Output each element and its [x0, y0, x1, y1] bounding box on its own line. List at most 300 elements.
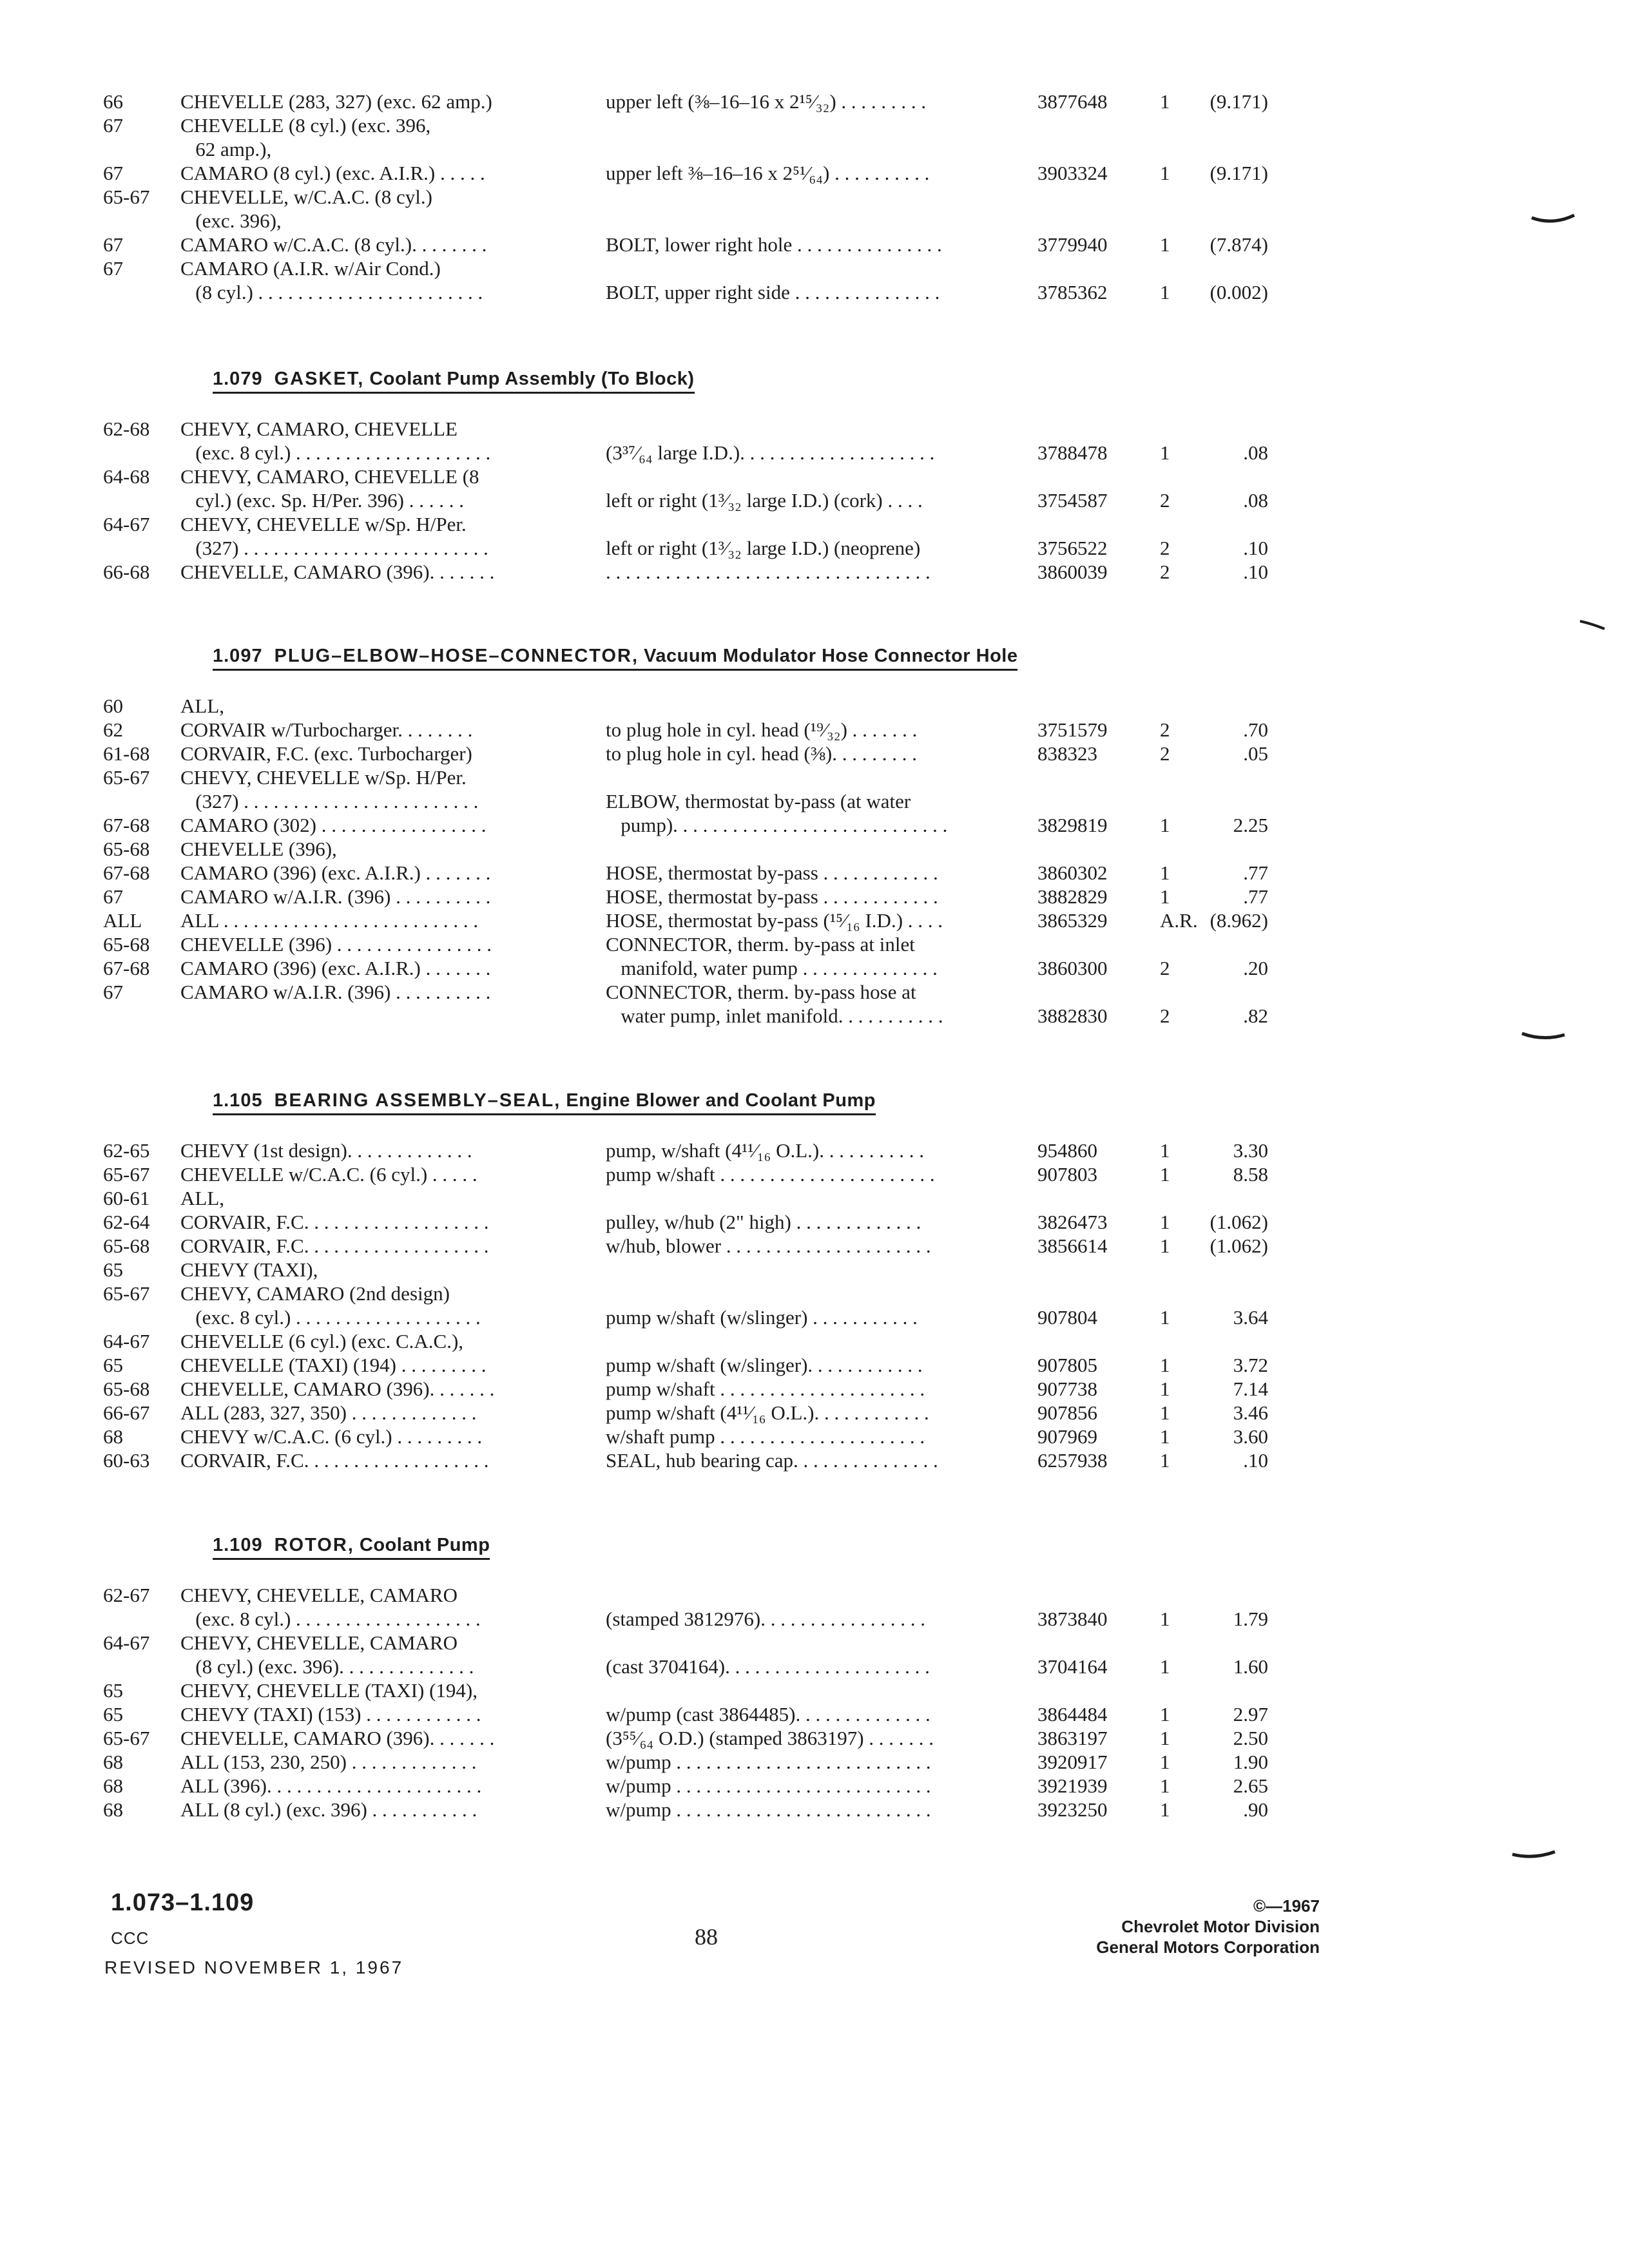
model-application: (exc. 8 cyl.) . . . . . . . . . . . . . . . . . . . . — [180, 441, 491, 464]
section-title: GASKET, — [274, 369, 365, 389]
part-number: 3860300 — [1037, 957, 1108, 979]
model-year: 64-67 — [103, 1631, 150, 1654]
parts-row — [103, 718, 1295, 742]
part-description: CONNECTOR, therm. by-pass hose at — [606, 981, 916, 1003]
division-name: Chevrolet Motor Division — [1121, 1917, 1320, 1936]
parts-row — [103, 418, 1295, 441]
quantity: 1 — [1160, 1449, 1170, 1472]
quantity: 1 — [1160, 1751, 1170, 1773]
parts-row — [103, 1378, 1295, 1401]
model-application: CORVAIR w/Turbocharger. . . . . . . . — [180, 718, 473, 741]
model-year: 62-67 — [103, 1584, 150, 1606]
model-application: ALL . . . . . . . . . . . . . . . . . . . . . . . . . . — [180, 909, 479, 932]
quantity: 2 — [1160, 1004, 1170, 1027]
parts-row — [103, 1798, 1295, 1822]
model-year: 65-67 — [103, 186, 150, 208]
model-application: CORVAIR, F.C. . . . . . . . . . . . . . . . . . . — [180, 1449, 489, 1472]
part-description: upper left ⅜–16–16 x 2⁵¹⁄₆₄) . . . . . . . . . . — [606, 162, 930, 184]
part-description: (cast 3704164). . . . . . . . . . . . . . . . . . . . . — [606, 1655, 930, 1678]
parts-row — [103, 489, 1295, 513]
parts-row — [103, 281, 1295, 305]
price: 3.72 — [1233, 1354, 1268, 1376]
quantity: 1 — [1160, 1163, 1170, 1186]
part-description: BOLT, lower right hole . . . . . . . . . . . . . . . — [606, 233, 942, 256]
quantity: 1 — [1160, 441, 1170, 464]
price: (0.002) — [1210, 281, 1268, 303]
model-application: CHEVELLE (6 cyl.) (exc. C.A.C.), — [180, 1330, 464, 1352]
parts-row — [103, 814, 1295, 838]
part-number: 3860302 — [1037, 861, 1108, 884]
price: (9.171) — [1210, 90, 1268, 113]
model-application: CAMARO w/C.A.C. (8 cyl.). . . . . . . . — [180, 233, 487, 256]
part-description: pump, w/shaft (4¹¹⁄₁₆ O.L.). . . . . . . . . . . — [606, 1139, 924, 1162]
price: .82 — [1243, 1004, 1268, 1027]
section-number: 1.079 — [213, 369, 263, 389]
parts-row — [103, 513, 1295, 537]
quantity: 1 — [1160, 1211, 1170, 1233]
quantity: 2 — [1160, 957, 1170, 979]
parts-row — [103, 695, 1295, 718]
model-application: CHEVELLE, CAMARO (396). . . . . . . — [180, 1727, 495, 1749]
price: .20 — [1243, 957, 1268, 979]
model-year: 62-68 — [103, 418, 150, 440]
model-application: CAMARO (A.I.R. w/Air Cond.) — [180, 257, 441, 280]
model-year: 67 — [103, 885, 123, 908]
model-year: 61-68 — [103, 742, 150, 765]
quantity: 1 — [1160, 162, 1170, 184]
part-number: 3882829 — [1037, 885, 1108, 908]
model-application: CHEVY, CHEVELLE w/Sp. H/Per. — [180, 513, 467, 535]
parts-row — [103, 933, 1295, 957]
part-description: HOSE, thermostat by-pass . . . . . . . . . . . . — [606, 861, 938, 884]
part-description: (3³⁷⁄₆₄ large I.D.). . . . . . . . . . . . . . . . . . . . — [606, 441, 935, 464]
section-number: 1.105 — [213, 1090, 263, 1111]
price: 1.60 — [1233, 1655, 1268, 1678]
parts-row — [103, 561, 1295, 584]
parts-row — [103, 885, 1295, 909]
price: 2.65 — [1233, 1774, 1268, 1797]
section-title: PLUG–ELBOW–HOSE–CONNECTOR, — [274, 646, 639, 666]
model-application: CHEVY (1st design). . . . . . . . . . . . . — [180, 1139, 472, 1162]
part-description: pump w/shaft . . . . . . . . . . . . . . . . . . . . . — [606, 1378, 925, 1400]
model-application: CORVAIR, F.C. . . . . . . . . . . . . . . . . . . — [180, 1211, 489, 1233]
page-number: 88 — [695, 1924, 718, 1950]
price: .10 — [1243, 537, 1268, 559]
quantity: 1 — [1160, 1608, 1170, 1630]
price: .10 — [1243, 1449, 1268, 1472]
parts-row — [103, 790, 1295, 814]
binding-mark — [1511, 1849, 1556, 1862]
model-application: (exc. 8 cyl.) . . . . . . . . . . . . . . . . . . . — [180, 1608, 481, 1630]
part-description: w/pump . . . . . . . . . . . . . . . . . . . . . . . . . . — [606, 1751, 931, 1773]
price: .77 — [1243, 885, 1268, 908]
footer-copyright-block — [1096, 1896, 1320, 1957]
parts-row — [103, 162, 1295, 186]
part-number: 3779940 — [1037, 233, 1108, 256]
model-application: ALL, — [180, 695, 225, 717]
parts-row — [103, 1354, 1295, 1378]
part-number: 3877648 — [1037, 90, 1108, 113]
model-year: 67-68 — [103, 957, 150, 979]
model-application: CHEVELLE (283, 327) (exc. 62 amp.) — [180, 90, 492, 113]
parts-row — [103, 1608, 1295, 1631]
parts-row — [103, 838, 1295, 861]
part-number: 3873840 — [1037, 1608, 1108, 1630]
price: .05 — [1243, 742, 1268, 765]
part-description: pump). . . . . . . . . . . . . . . . . . . . . . . . . . . . — [606, 814, 948, 836]
quantity: 1 — [1160, 1378, 1170, 1400]
quantity: 1 — [1160, 1425, 1170, 1448]
part-description: water pump, inlet manifold. . . . . . . . . . . — [606, 1004, 943, 1027]
parts-row — [103, 1584, 1295, 1608]
quantity: 1 — [1160, 885, 1170, 908]
part-description: CONNECTOR, therm. by-pass at inlet — [606, 933, 915, 956]
parts-row — [103, 1727, 1295, 1751]
model-year: 66-68 — [103, 561, 150, 583]
parts-row — [103, 1282, 1295, 1306]
model-application: CHEVY, CAMARO, CHEVELLE — [180, 418, 458, 440]
model-year: 65-68 — [103, 838, 150, 860]
price: 3.30 — [1233, 1139, 1268, 1162]
price: 1.79 — [1233, 1608, 1268, 1630]
parts-row — [103, 441, 1295, 465]
part-description: left or right (1³⁄₃₂ large I.D.) (neoprene) — [606, 537, 921, 559]
quantity: 1 — [1160, 90, 1170, 113]
quantity: 2 — [1160, 537, 1170, 559]
section-number: 1.109 — [213, 1535, 263, 1555]
parts-row — [103, 138, 1295, 162]
parts-row — [103, 1004, 1295, 1028]
model-application: CHEVY, CAMARO (2nd design) — [180, 1282, 450, 1305]
model-year: 65 — [103, 1258, 123, 1281]
part-description: to plug hole in cyl. head (⅜). . . . . . . . . — [606, 742, 917, 765]
parts-row — [103, 1679, 1295, 1703]
parts-row — [103, 957, 1295, 981]
part-description: ELBOW, thermostat by-pass (at water — [606, 790, 911, 812]
quantity: 1 — [1160, 1727, 1170, 1749]
part-number: 3865329 — [1037, 909, 1108, 932]
model-year: 60 — [103, 695, 123, 717]
part-description: w/shaft pump . . . . . . . . . . . . . . . . . . . . . — [606, 1425, 925, 1448]
price: .77 — [1243, 861, 1268, 884]
quantity: 1 — [1160, 1703, 1170, 1725]
model-application: ALL (8 cyl.) (exc. 396) . . . . . . . . . . . — [180, 1798, 477, 1821]
parts-row — [103, 537, 1295, 561]
part-number: 3826473 — [1037, 1211, 1108, 1233]
section-subtitle: Coolant Pump Assembly (To Block) — [369, 369, 695, 389]
model-application: ALL (153, 230, 250) . . . . . . . . . . . . . — [180, 1751, 477, 1773]
parts-row — [103, 1187, 1295, 1211]
part-description: pump w/shaft (w/slinger) . . . . . . . . . . . — [606, 1306, 918, 1329]
part-number: 907969 — [1037, 1425, 1097, 1448]
heading-underline — [213, 646, 1017, 671]
parts-row — [103, 465, 1295, 489]
model-application: CHEVELLE, CAMARO (396). . . . . . . — [180, 1378, 495, 1400]
part-description: w/pump . . . . . . . . . . . . . . . . . . . . . . . . . . — [606, 1798, 931, 1821]
model-year: 65-67 — [103, 1163, 150, 1186]
model-application: CHEVY (TAXI) (153) . . . . . . . . . . . . — [180, 1703, 481, 1725]
part-description: w/pump (cast 3864485). . . . . . . . . . . . . . — [606, 1703, 930, 1725]
model-year: 62-65 — [103, 1139, 150, 1162]
part-number: 6257938 — [1037, 1449, 1108, 1472]
model-application: CHEVY, CHEVELLE, CAMARO — [180, 1631, 458, 1654]
model-year: 62 — [103, 718, 123, 741]
price: .90 — [1243, 1798, 1268, 1821]
section-number: 1.097 — [213, 646, 263, 666]
part-description: manifold, water pump . . . . . . . . . . . . . . — [606, 957, 938, 979]
model-application: CHEVY, CHEVELLE, CAMARO — [180, 1584, 458, 1606]
part-number: 3829819 — [1037, 814, 1108, 836]
quantity: A.R. — [1160, 909, 1198, 932]
section-heading — [213, 644, 1295, 680]
section-1105-bearing-assembly-seal — [103, 1089, 1295, 1473]
model-application: CAMARO (396) (exc. A.I.R.) . . . . . . . — [180, 861, 491, 884]
price: (8.962) — [1210, 909, 1268, 932]
quantity: 2 — [1160, 561, 1170, 583]
section-subtitle: Vacuum Modulator Hose Connector Hole — [644, 646, 1018, 666]
model-application: CHEVELLE, CAMARO (396). . . . . . . — [180, 561, 495, 583]
parts-row — [103, 1751, 1295, 1774]
model-year: 68 — [103, 1425, 123, 1448]
quantity: 1 — [1160, 1306, 1170, 1329]
price: (7.874) — [1210, 233, 1268, 256]
model-year: 64-68 — [103, 465, 150, 488]
heading-underline — [213, 1090, 876, 1115]
model-year: 65-68 — [103, 1235, 150, 1257]
binding-mark — [1530, 214, 1576, 227]
parts-row — [103, 1258, 1295, 1282]
parts-row — [103, 1774, 1295, 1798]
model-year: ALL — [103, 909, 142, 932]
parts-row — [103, 861, 1295, 885]
part-number: 954860 — [1037, 1139, 1097, 1162]
part-number: 838323 — [1037, 742, 1097, 765]
model-application: CHEVY (TAXI), — [180, 1258, 318, 1281]
part-number: 3864484 — [1037, 1703, 1108, 1725]
model-year: 67 — [103, 162, 123, 184]
part-description: HOSE, thermostat by-pass (¹⁵⁄₁₆ I.D.) . . . . — [606, 909, 943, 932]
model-application: ALL (396). . . . . . . . . . . . . . . . . . . . . . — [180, 1774, 482, 1797]
part-number: 907803 — [1037, 1163, 1097, 1186]
model-year: 65-67 — [103, 1727, 150, 1749]
model-application: CAMARO (302) . . . . . . . . . . . . . . . . . — [180, 814, 487, 836]
part-number: 3903324 — [1037, 162, 1108, 184]
section-1079-gasket — [103, 367, 1295, 584]
price: .08 — [1243, 489, 1268, 512]
model-application: cyl.) (exc. Sp. H/Per. 396) . . . . . . — [180, 489, 464, 512]
quantity: 2 — [1160, 489, 1170, 512]
part-number: 907738 — [1037, 1378, 1097, 1400]
model-application: CHEVELLE (396) . . . . . . . . . . . . . . . . — [180, 933, 492, 956]
model-year: 64-67 — [103, 1330, 150, 1352]
part-number: 3704164 — [1037, 1655, 1108, 1678]
price: .70 — [1243, 718, 1268, 741]
model-application: (327) . . . . . . . . . . . . . . . . . . . . . . . . — [180, 790, 479, 812]
part-description: pulley, w/hub (2" high) . . . . . . . . . . . . . — [606, 1211, 921, 1233]
section-heading — [213, 1089, 1295, 1125]
model-year: 67-68 — [103, 814, 150, 836]
model-year: 65 — [103, 1354, 123, 1376]
parts-row — [103, 186, 1295, 209]
parts-row — [103, 981, 1295, 1004]
parts-row — [103, 1139, 1295, 1163]
model-application: CHEVY, CHEVELLE (TAXI) (194), — [180, 1679, 478, 1702]
heading-underline — [213, 1535, 490, 1560]
part-description: pump w/shaft (4¹¹⁄₁₆ O.L.). . . . . . . . . . . . — [606, 1401, 929, 1424]
model-year: 67 — [103, 114, 123, 137]
part-description: upper left (⅜–16–16 x 2¹⁵⁄₃₂) . . . . . . . . . — [606, 90, 927, 113]
section-title: ROTOR, — [274, 1535, 354, 1555]
model-application: (8 cyl.) . . . . . . . . . . . . . . . . . . . . . . . — [180, 281, 483, 303]
section-heading — [213, 367, 1295, 403]
model-year: 67-68 — [103, 861, 150, 884]
model-year: 68 — [103, 1774, 123, 1797]
part-number: 3860039 — [1037, 561, 1108, 583]
model-year: 65-67 — [103, 766, 150, 789]
model-year: 65-68 — [103, 933, 150, 956]
model-year: 62-64 — [103, 1211, 150, 1233]
model-year: 65 — [103, 1703, 123, 1725]
part-number: 3921939 — [1037, 1774, 1108, 1797]
price: (9.171) — [1210, 162, 1268, 184]
model-application: CAMARO w/A.I.R. (396) . . . . . . . . . . — [180, 885, 491, 908]
model-year: 64-67 — [103, 513, 150, 535]
part-description: to plug hole in cyl. head (¹⁹⁄₃₂) . . . . . . . — [606, 718, 918, 741]
section-heading — [213, 1533, 1295, 1570]
section-subtitle: Engine Blower and Coolant Pump — [566, 1090, 876, 1111]
model-application: CHEVELLE (396), — [180, 838, 337, 860]
part-number: 3788478 — [1037, 441, 1108, 464]
part-number: 3754587 — [1037, 489, 1108, 512]
parts-row — [103, 114, 1295, 138]
parts-row — [103, 233, 1295, 257]
model-year: 67 — [103, 257, 123, 280]
part-number: 3920917 — [1037, 1751, 1108, 1773]
model-application: 62 amp.), — [180, 138, 272, 160]
corporation-name: General Motors Corporation — [1096, 1937, 1320, 1957]
model-application: ALL (283, 327, 350) . . . . . . . . . . . . . — [180, 1401, 477, 1424]
model-application: CHEVY, CAMARO, CHEVELLE (8 — [180, 465, 479, 488]
price: .08 — [1243, 441, 1268, 464]
price: 3.60 — [1233, 1425, 1268, 1448]
model-application: CAMARO w/A.I.R. (396) . . . . . . . . . . — [180, 981, 491, 1003]
model-application: ALL, — [180, 1187, 225, 1209]
part-description: w/hub, blower . . . . . . . . . . . . . . . . . . . . . — [606, 1235, 931, 1257]
parts-row — [103, 90, 1295, 114]
model-application: CHEVY, CHEVELLE w/Sp. H/Per. — [180, 766, 467, 789]
part-description: BOLT, upper right side . . . . . . . . . . . . . . . — [606, 281, 940, 303]
price: 7.14 — [1233, 1378, 1268, 1400]
price: (1.062) — [1210, 1211, 1268, 1233]
part-description: pump w/shaft (w/slinger). . . . . . . . . . . . — [606, 1354, 923, 1376]
quantity: 1 — [1160, 1354, 1170, 1376]
footer-revised-date: REVISED NOVEMBER 1, 1967 — [104, 1957, 404, 1977]
part-number: 3856614 — [1037, 1235, 1108, 1257]
model-application: CHEVELLE (8 cyl.) (exc. 396, — [180, 114, 431, 137]
part-description: . . . . . . . . . . . . . . . . . . . . . . . . . . . . . . . . . — [606, 561, 930, 583]
price: 2.25 — [1233, 814, 1268, 836]
parts-row — [103, 257, 1295, 281]
quantity: 1 — [1160, 1655, 1170, 1678]
parts-row — [103, 1449, 1295, 1473]
quantity: 1 — [1160, 814, 1170, 836]
part-number: 3756522 — [1037, 537, 1108, 559]
price: 1.90 — [1233, 1751, 1268, 1773]
price: 2.50 — [1233, 1727, 1268, 1749]
model-application: (exc. 8 cyl.) . . . . . . . . . . . . . . . . . . . — [180, 1306, 481, 1329]
model-application: CORVAIR, F.C. (exc. Turbocharger) — [180, 742, 472, 765]
parts-row — [103, 1425, 1295, 1449]
parts-row — [103, 742, 1295, 766]
model-application: CORVAIR, F.C. . . . . . . . . . . . . . . . . . . — [180, 1235, 489, 1257]
quantity: 1 — [1160, 1401, 1170, 1424]
model-application: CAMARO (8 cyl.) (exc. A.I.R.) . . . . . — [180, 162, 485, 184]
quantity: 1 — [1160, 1139, 1170, 1162]
price: .10 — [1243, 561, 1268, 583]
quantity: 2 — [1160, 718, 1170, 741]
model-year: 67 — [103, 981, 123, 1003]
parts-row — [103, 1235, 1295, 1258]
model-application: CAMARO (396) (exc. A.I.R.) . . . . . . . — [180, 957, 491, 979]
section-1097-plug-elbow-hose-connector — [103, 644, 1295, 1028]
model-year: 67 — [103, 233, 123, 256]
part-number: 3751579 — [1037, 718, 1108, 741]
parts-row — [103, 766, 1295, 790]
footer-section-range: 1.073–1.109 — [111, 1889, 255, 1916]
parts-row — [103, 1655, 1295, 1679]
part-description: left or right (1³⁄₃₂ large I.D.) (cork) . . . . — [606, 489, 923, 512]
price: (1.062) — [1210, 1235, 1268, 1257]
model-application: CHEVELLE, w/C.A.C. (8 cyl.) — [180, 186, 432, 208]
part-number: 3882830 — [1037, 1004, 1108, 1027]
quantity: 1 — [1160, 1798, 1170, 1821]
section-1109-rotor — [103, 1533, 1295, 1822]
price: 8.58 — [1233, 1163, 1268, 1186]
part-description: SEAL, hub bearing cap. . . . . . . . . . . . . . . — [606, 1449, 938, 1472]
model-application: (exc. 396), — [180, 209, 282, 232]
parts-row — [103, 1306, 1295, 1330]
quantity: 1 — [1160, 233, 1170, 256]
model-application: CHEVY w/C.A.C. (6 cyl.) . . . . . . . . . — [180, 1425, 483, 1448]
parts-row — [103, 1401, 1295, 1425]
price: 3.64 — [1233, 1306, 1268, 1329]
part-number: 3863197 — [1037, 1727, 1108, 1749]
part-description: pump w/shaft . . . . . . . . . . . . . . . . . . . . . . — [606, 1163, 935, 1186]
binding-mark — [1521, 1031, 1566, 1044]
heading-underline — [213, 369, 695, 394]
model-application: (327) . . . . . . . . . . . . . . . . . . . . . . . . . — [180, 537, 488, 559]
model-year: 66 — [103, 90, 123, 113]
part-number: 907804 — [1037, 1306, 1097, 1329]
quantity: 1 — [1160, 281, 1170, 303]
price: 3.46 — [1233, 1401, 1268, 1424]
section-title: BEARING ASSEMBLY–SEAL, — [274, 1090, 561, 1111]
model-year: 65-67 — [103, 1282, 150, 1305]
parts-row — [103, 1631, 1295, 1655]
binding-mark — [1579, 619, 1624, 631]
model-year: 65 — [103, 1679, 123, 1702]
parts-row — [103, 1330, 1295, 1354]
model-year: 68 — [103, 1798, 123, 1821]
parts-row — [103, 1211, 1295, 1235]
parts-row — [103, 1163, 1295, 1187]
copyright-year: ©—1967 — [1253, 1896, 1320, 1916]
part-number: 3923250 — [1037, 1798, 1108, 1821]
model-year: 60-63 — [103, 1449, 150, 1472]
part-description: (3⁵⁵⁄₆₄ O.D.) (stamped 3863197) . . . . . . . — [606, 1727, 934, 1749]
model-application: CHEVELLE (TAXI) (194) . . . . . . . . . — [180, 1354, 487, 1376]
model-application: CHEVELLE w/C.A.C. (6 cyl.) . . . . . — [180, 1163, 477, 1186]
